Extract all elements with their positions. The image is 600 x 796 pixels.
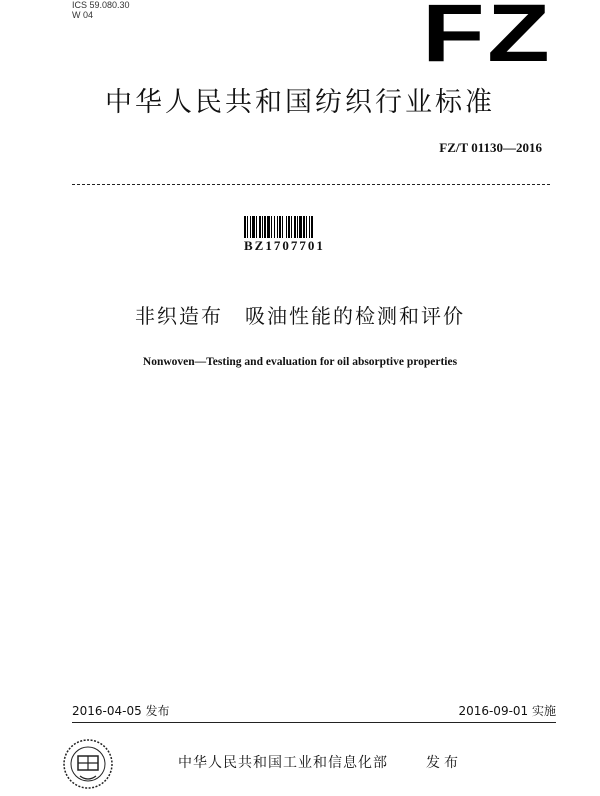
fz-logo: FZ: [421, 0, 552, 79]
implementation-date: 2016-09-01 实施: [458, 704, 556, 718]
official-seal-icon: [62, 738, 114, 790]
chinese-title: 非织造布 吸油性能的检测和评价: [135, 304, 465, 328]
footer-divider: [72, 722, 556, 723]
standard-category-title: 中华人民共和国纺织行业标准: [105, 87, 495, 118]
classification-codes: [72, 0, 130, 20]
ccs-code: W 04: [72, 10, 94, 20]
ics-code: ICS 59.080.30: [72, 0, 130, 10]
issue-action: 发布: [426, 755, 462, 771]
barcode-number: BZ1707701: [244, 238, 325, 253]
header-divider: [72, 184, 550, 185]
english-title: Nonwoven—Testing and evaluation for oil absorptive properties: [142, 356, 458, 368]
issue-date: 2016-04-05 发布: [72, 704, 170, 718]
barcode-icon: [244, 216, 348, 238]
standard-number: FZ/T 01130—2016: [439, 140, 542, 155]
issuing-authority: 中华人民共和国工业和信息化部: [178, 755, 388, 771]
